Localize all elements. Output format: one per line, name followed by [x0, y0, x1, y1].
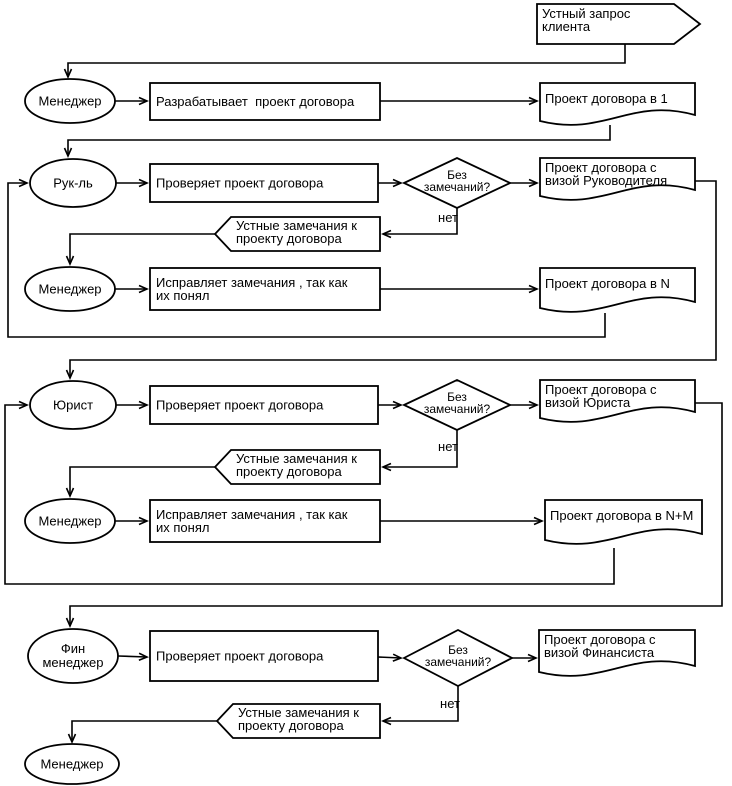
client-request	[537, 4, 700, 44]
connector	[378, 657, 401, 658]
doc-fin-visa-label: Проект договора с	[544, 632, 656, 647]
decision-1-label: Без	[447, 168, 467, 182]
check-draft-1-label: Проверяет проект договора	[156, 175, 324, 191]
connector	[70, 234, 215, 264]
decision-1	[404, 158, 510, 208]
connector	[72, 721, 217, 742]
check-draft-3-label: Проверяет проект договора	[156, 648, 324, 664]
nodes-layer	[25, 4, 702, 784]
manager-3	[25, 499, 115, 543]
verbal-remarks-1-label: проекту договора	[236, 231, 342, 246]
verbal-remarks-1-label: Устные замечания к	[236, 218, 357, 233]
doc-head-visa	[540, 158, 695, 200]
connector	[8, 183, 605, 337]
decision-1-label: замечаний?	[423, 180, 491, 194]
fix-remarks-1-label: их понял	[156, 288, 210, 303]
verbal-remarks-3	[217, 704, 380, 738]
fix-remarks-2	[150, 500, 380, 542]
client-request-label: Устный запрос	[542, 6, 631, 21]
fix-remarks-2-label: их понял	[156, 520, 210, 535]
fix-remarks-1	[150, 268, 380, 310]
manager-4-label: Менеджер	[40, 756, 104, 772]
doc-draft-vNM-label: Проект договора в N+M	[550, 508, 694, 523]
decision-2-label: Без	[447, 390, 467, 404]
manager-1	[25, 79, 115, 123]
fin-manager-label: Фин	[60, 641, 86, 656]
decision-3-label: замечаний?	[424, 655, 492, 669]
fin-manager	[28, 629, 118, 683]
doc-fin-visa-label: визой Финансиста	[544, 645, 655, 660]
decision-3	[404, 630, 512, 686]
connector	[68, 125, 610, 156]
verbal-remarks-3-label: проекту договора	[238, 718, 344, 733]
develop-contract-draft-label: Разрабатывает проект договора	[156, 94, 355, 109]
fix-remarks-1-label: Исправляет замечания , так как	[156, 275, 348, 290]
manager-4	[25, 744, 119, 784]
fin-manager-label: менеджер	[42, 655, 104, 670]
doc-draft-vN-label: Проект договора в N	[545, 276, 670, 291]
decision-2-label: замечаний?	[423, 402, 491, 416]
check-draft-1	[150, 164, 378, 202]
connector	[70, 467, 215, 496]
manager-2	[25, 267, 115, 311]
head-manager-label: Рук-ль	[53, 175, 93, 191]
edge-label-no: нет	[438, 439, 458, 454]
decision-2	[404, 380, 510, 430]
doc-fin-visa	[539, 630, 695, 676]
doc-draft-vNM	[545, 500, 702, 544]
lawyer	[30, 381, 116, 429]
verbal-remarks-2	[215, 450, 380, 484]
manager-2-label: Менеджер	[38, 281, 102, 297]
verbal-remarks-2-label: Устные замечания к	[236, 451, 357, 466]
develop-contract-draft	[150, 83, 380, 120]
check-draft-3	[150, 631, 378, 681]
doc-lawyer-visa	[540, 380, 695, 422]
edge-label-no: нет	[440, 696, 460, 711]
connector	[68, 44, 625, 77]
doc-lawyer-visa-label: визой Юриста	[545, 395, 631, 410]
check-draft-2-label: Проверяет проект договора	[156, 397, 324, 413]
verbal-remarks-3-label: Устные замечания к	[238, 705, 359, 720]
doc-draft-v1-label: Проект договора в 1	[545, 91, 668, 106]
manager-1-label: Менеджер	[38, 93, 102, 109]
doc-lawyer-visa-label: Проект договора с	[545, 382, 657, 397]
lawyer-label: Юрист	[52, 397, 94, 413]
doc-head-visa-label: Проект договора с	[545, 160, 657, 175]
head-manager	[30, 159, 116, 207]
fix-remarks-2-label: Исправляет замечания , так как	[156, 507, 348, 522]
doc-draft-vN	[540, 268, 695, 312]
edge-label-no: нет	[438, 210, 458, 225]
manager-3-label: Менеджер	[38, 513, 102, 529]
doc-draft-v1	[540, 83, 695, 125]
verbal-remarks-2-label: проекту договора	[236, 464, 342, 479]
connector	[118, 656, 147, 657]
connector	[5, 405, 614, 584]
doc-head-visa-label: визой Руководителя	[545, 173, 668, 188]
check-draft-2	[150, 386, 378, 424]
verbal-remarks-1	[215, 217, 380, 251]
decision-3-label: Без	[448, 643, 468, 657]
client-request-label: клиента	[542, 19, 591, 34]
